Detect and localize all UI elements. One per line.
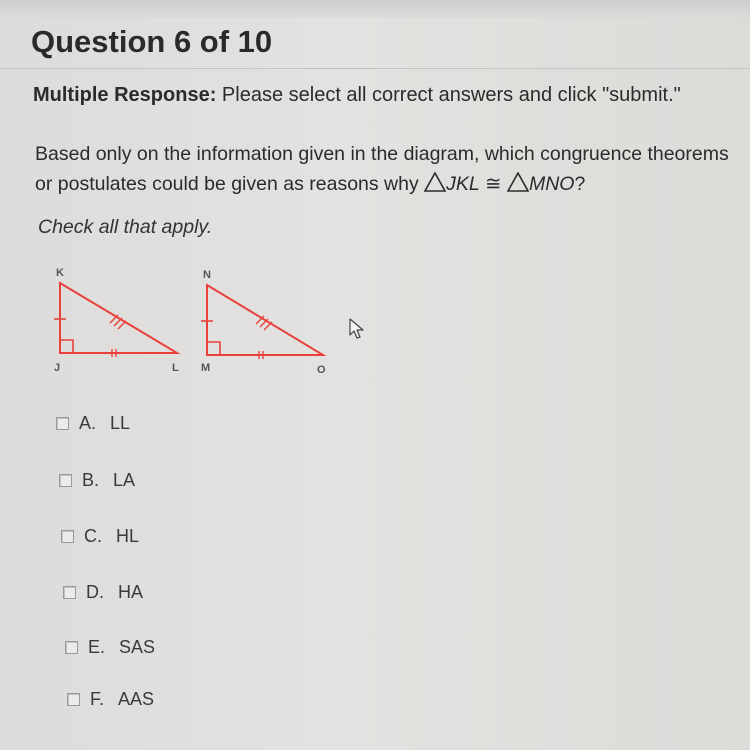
option-c[interactable] — [61, 526, 139, 547]
triangle-jkl — [54, 283, 177, 357]
triangle-symbol-icon — [507, 172, 529, 198]
option-e[interactable] — [65, 637, 155, 658]
triangle-mno — [201, 285, 323, 359]
option-d-text: HA — [118, 582, 144, 602]
instructions — [33, 84, 681, 107]
question-line-2-prefix: or postulates could be given as reasons why — [35, 173, 425, 195]
page-title: Question 6 of 10 — [31, 24, 273, 59]
checkbox-b[interactable] — [59, 474, 72, 487]
triangles-svg — [40, 258, 340, 378]
question-line-2-suffix: ? — [574, 173, 586, 195]
triangle-jkl-name: JKL — [446, 173, 480, 195]
option-f-letter: F. — [90, 689, 105, 709]
option-a-text: LL — [110, 413, 131, 433]
option-e-text: SAS — [119, 637, 156, 657]
question-line-2 — [35, 172, 585, 198]
option-f[interactable] — [67, 689, 154, 710]
check-all-hint: Check all that apply. — [38, 216, 213, 238]
vertex-label-j: J — [54, 362, 61, 374]
option-d-letter: D. — [86, 582, 104, 602]
option-a[interactable] — [56, 413, 130, 434]
vertex-label-k: K — [56, 267, 64, 279]
browser-edge-strip — [0, 0, 750, 18]
option-b-letter: B. — [82, 470, 100, 490]
option-c-text: HL — [116, 526, 140, 546]
option-b-text: LA — [113, 470, 136, 490]
triangle-mno-name: MNO — [528, 173, 575, 195]
vertex-label-m: M — [201, 362, 211, 374]
instructions-text: Please select all correct answers and click "submit." — [216, 84, 681, 106]
option-b[interactable] — [59, 470, 135, 491]
question-line-1: Based only on the information given in the diagram, which congruence theorems — [35, 143, 729, 165]
checkbox-f[interactable] — [67, 693, 80, 706]
vertex-label-o: O — [317, 364, 326, 376]
instructions-label: Multiple Response: — [33, 84, 217, 106]
option-c-letter: C. — [84, 526, 102, 546]
option-f-text: AAS — [118, 689, 155, 709]
triangle-symbol-icon — [424, 172, 446, 198]
mouse-pointer-icon — [348, 317, 366, 346]
checkbox-c[interactable] — [61, 530, 74, 543]
option-a-letter: A. — [79, 413, 97, 433]
vertex-label-l: L — [172, 362, 179, 374]
vertex-label-n: N — [203, 269, 211, 281]
checkbox-d[interactable] — [63, 586, 76, 599]
title-divider — [0, 68, 750, 69]
congruent-symbol: ≅ — [479, 173, 507, 195]
option-e-letter: E. — [88, 637, 106, 657]
checkbox-e[interactable] — [65, 641, 78, 654]
option-d[interactable] — [63, 582, 143, 603]
checkbox-a[interactable] — [56, 417, 69, 430]
triangle-diagram — [40, 258, 340, 383]
